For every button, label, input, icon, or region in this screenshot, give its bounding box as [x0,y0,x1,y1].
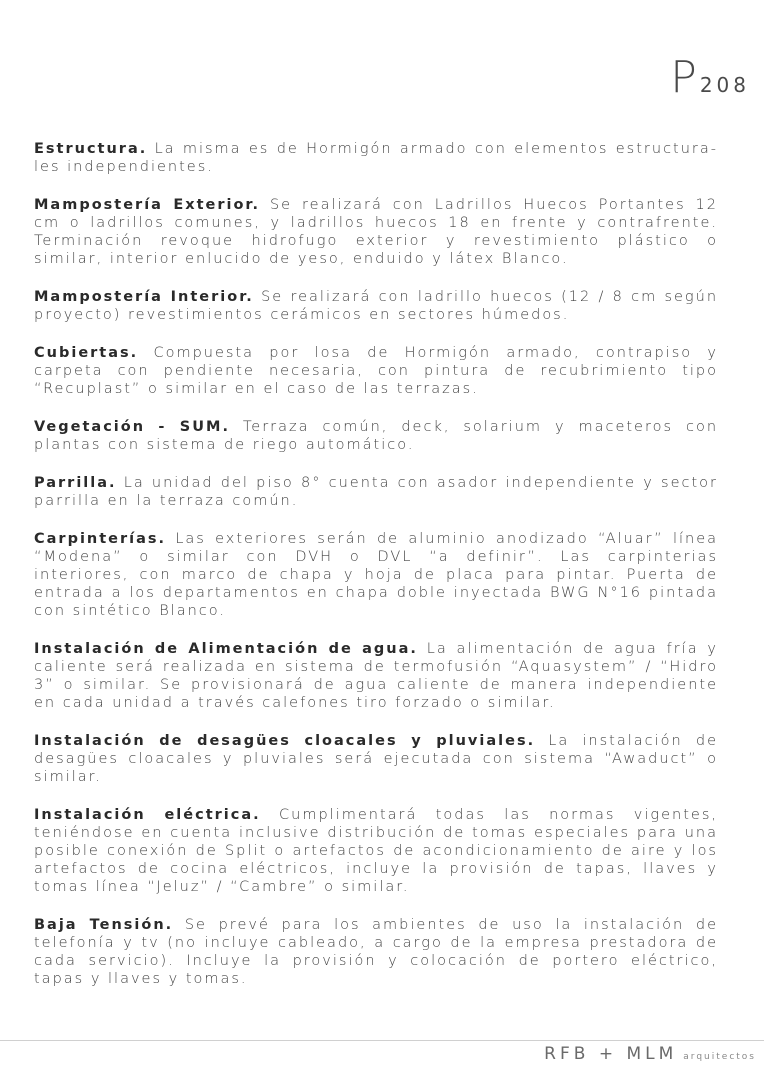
section-instalacion-agua [34,640,718,712]
section-title: Mampostería Exterior. [34,197,261,213]
section-estructura [34,140,718,176]
footer-brand: RFB + MLM [544,1044,678,1064]
section-vegetacion-sum [34,418,718,454]
section-body: La instalación de desagües cloacales y pluviales será ejecutada con sistema “Awaduct” o similar. [34,733,718,785]
section-title: Carpinterías. [34,531,167,547]
page-letter: P [670,52,698,103]
page-number [670,52,750,103]
section-parrilla [34,474,718,510]
section-body: La misma es de Hormigón armado con elementos estructura-les independientes. [34,141,718,175]
section-mamposteria-exterior [34,196,718,268]
footer-subtitle: arquitectos [683,1052,756,1062]
footer-logo [544,1044,756,1064]
section-baja-tension [34,916,718,988]
section-body: La alimentación de agua fría y caliente será realizada en sistema de termofusión “Aquasystem” / “Hidro 3” o similar. Se provisionará de agua caliente de manera independiente en cada unidad a través calefones tiro forzado o similar. [34,641,718,711]
footer-divider [0,1040,764,1041]
section-title: Instalación de Alimentación de agua. [34,641,418,657]
section-body: Compuesta por losa de Hormigón armado, contrapiso y carpeta con pendiente necesaria, con pintura de recubrimiento tipo “Recuplast” o similar en el caso de las terrazas. [34,345,718,397]
section-body: La unidad del piso 8° cuenta con asador independiente y sector parrilla en la terraza común. [34,475,718,509]
section-body: Se prevé para los ambientes de uso la instalación de telefonía y tv (no incluye cableado, a cargo de la empresa prestadora de cada servicio). Incluye la provisión y colocación de portero eléctrico, tapas y llaves y tomas. [34,917,718,987]
section-title: Baja Tensión. [34,917,174,933]
section-title: Cubiertas. [34,345,139,361]
section-cubiertas [34,344,718,398]
section-body: Se realizará con Ladrillos Huecos Portantes 12 cm o ladrillos comunes, y ladrillos huecos 18 en frente y contrafrente. Terminación revoque hidrofugo exterior y revestimiento plástico o similar, interior enlucido de yeso, enduido y látex Blanco. [34,197,719,267]
section-title: Estructura. [34,141,148,157]
section-title: Vegetación - SUM. [34,419,230,435]
section-body: Terraza común, deck, solarium y maceteros con plantas con sistema de riego automático. [34,419,719,453]
section-mamposteria-interior [34,288,718,324]
specifications-text [34,140,718,1008]
section-instalacion-desagues [34,732,718,786]
section-body: Las exteriores serán de aluminio anodizado “Aluar” línea “Modena” o similar con DVH o DVL “a definir”. Las carpinterias interiores, con marco de chapa y hoja de placa para pintar. Puerta de entrada a los departamentos en chapa doble inyectada BWG N°16 pintada con sintético Blanco. [34,531,719,619]
section-body: Cumplimentará todas las normas vigentes, teniéndose en cuenta inclusive distribución de tomas especiales para una posible conexión de Split o artefactos de acondicionamiento de aire y los artefactos de cocina eléctricos, incluye la provisión de tapas, llaves y tomas línea “Jeluz” / “Cambre” o similar. [34,807,718,895]
section-body: Se realizará con ladrillo huecos (12 / 8 cm según proyecto) revestimientos cerámicos en sectores húmedos. [34,289,719,323]
section-carpinterias [34,530,718,620]
section-title: Parrilla. [34,475,117,491]
section-title: Mampostería Interior. [34,289,254,305]
section-title: Instalación eléctrica. [34,807,261,823]
section-title: Instalación de desagües cloacales y pluviales. [34,733,536,749]
section-instalacion-electrica [34,806,718,896]
page-number-value: 208 [699,73,750,97]
